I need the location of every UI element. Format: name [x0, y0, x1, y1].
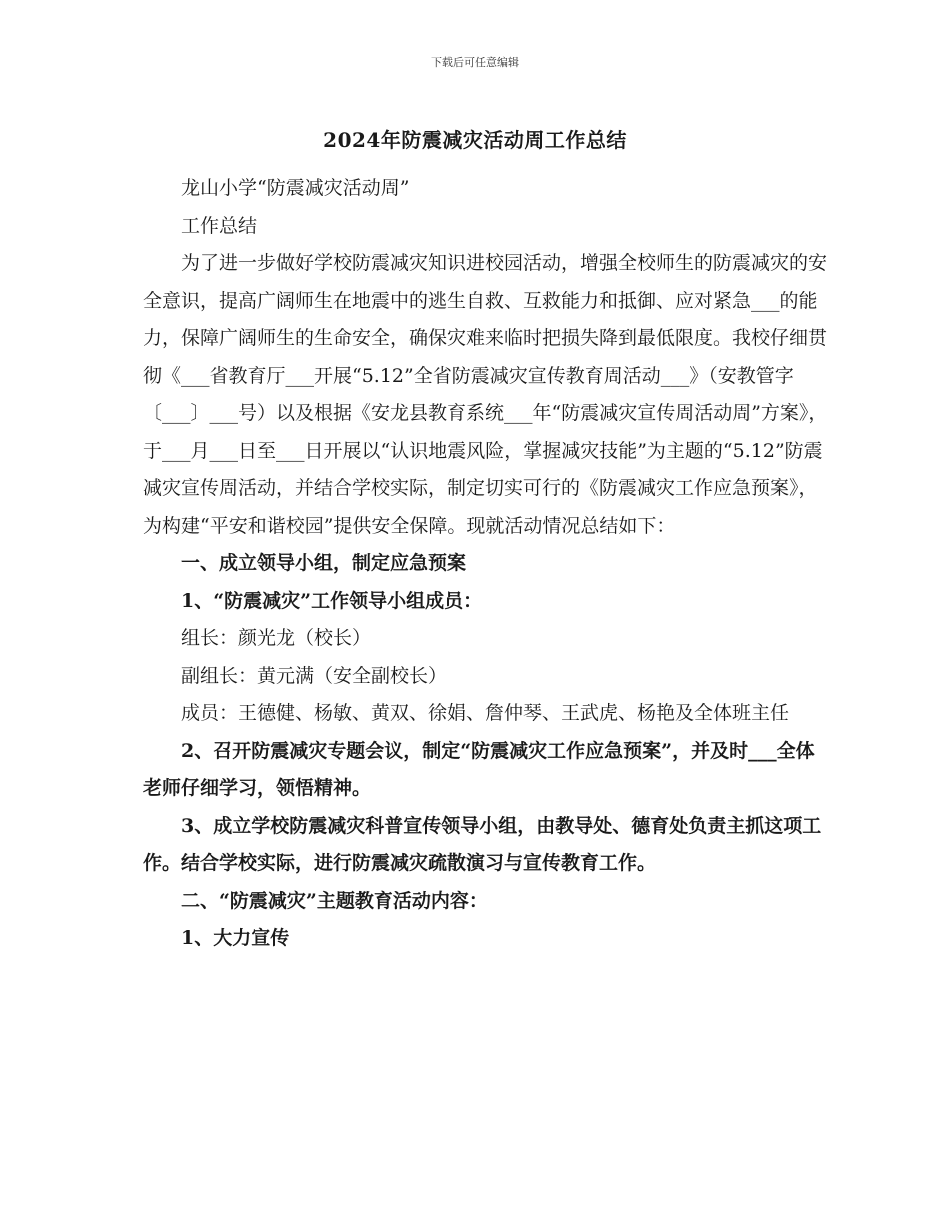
section-1-item-2: 2、召开防震减灾专题会议，制定“防震减灾工作应急预案”，并及时___全体老师仔细学习，领悟精神。 [143, 739, 815, 799]
document-title: 2024年防震减灾活动周工作总结 [323, 128, 627, 152]
group-members: 成员：王德健、杨敏、黄双、徐娟、詹仲琴、王武虎、杨艳及全体班主任 [181, 702, 790, 724]
section-1-item-3: 3、成立学校防震减灾科普宣传领导小组，由教导处、德育处负责主抓这项工作。结合学校实际，进行防震减灾疏散演习与宣传教育工作。 [143, 814, 822, 874]
section-2-item-1-heading: 1、大力宣传 [181, 927, 290, 949]
section-2-heading: 二、“防震减灾”主题教育活动内容： [181, 889, 488, 912]
intro-line-1: 龙山小学“防震减灾活动周” [181, 177, 410, 199]
header-note: 下载后可任意编辑 [431, 56, 519, 69]
section-1-heading: 一、成立领导小组，制定应急预案 [181, 552, 467, 574]
group-deputy-leader: 副组长：黄元满（安全副校长） [181, 664, 448, 687]
document-body [143, 170, 828, 958]
section-1-item-1-heading: 1、“防震减灾”工作领导小组成员： [181, 589, 483, 612]
group-leader: 组长：颜光龙（校长） [181, 627, 372, 649]
intro-line-2: 工作总结 [181, 214, 258, 237]
paragraph-1: 为了进一步做好学校防震减灾知识进校园活动，增强全校师生的防震减灾的安全意识，提高广阔师生在地震中的逃生自救、互救能力和抵御、应对紧急___的能力，保障广阔师生的生命安全，确保灾难来临时把损失降到最低限度。我校仔细贯彻《___省教育厅___开展“5.12”全省防震减灾宣传教育周活动___》（安教管字〔___〕___号）以及根据《安龙县教育系统___年“防震减灾宣传周活动周”方案》，于___月___日至___日开展以“认识地震风险，掌握减灾技能”为主题的“5.12”防震减灾宣传周活动，并结合学校实际，制定切实可行的《防震减灾工作应急预案》，为构建“平安和谐校园”提供安全保障。现就活动情况总结如下： [143, 252, 828, 537]
